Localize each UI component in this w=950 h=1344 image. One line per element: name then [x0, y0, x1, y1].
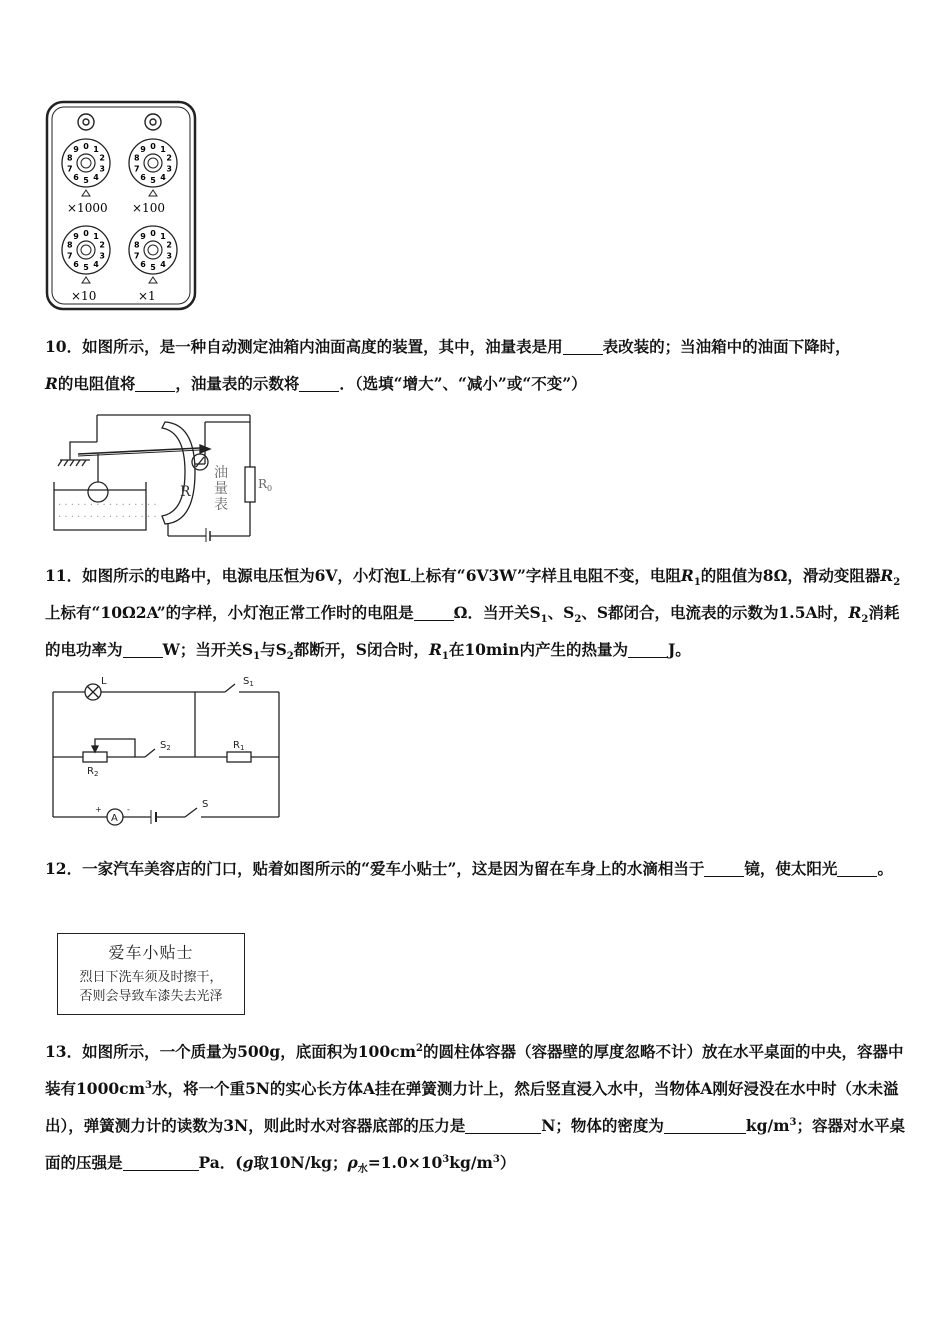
dial-digit: 7 [134, 164, 140, 174]
dial-digit: 2 [166, 240, 172, 250]
q13-blank-3[interactable] [123, 1154, 199, 1171]
oil-r-label: R [180, 484, 191, 500]
circuit-plus-label: + [95, 805, 102, 814]
dial-digit: 1 [160, 145, 166, 155]
circuit-ammeter-label: A [111, 813, 118, 824]
dial-digit: 5 [83, 263, 89, 272]
dial-digit: 8 [134, 240, 140, 250]
dial-knob-center [81, 158, 91, 168]
oil-gauge-figure [50, 412, 280, 542]
q10-number: 10． [45, 337, 83, 356]
dial-label-1: ×1 [138, 289, 156, 303]
dial-digit: 8 [134, 153, 140, 163]
dial-digit: 3 [166, 164, 172, 174]
tip-line-2: 否则会导致车漆失去光泽 [79, 989, 223, 1004]
dial-digit: 6 [73, 172, 79, 182]
dial-knob [144, 154, 162, 172]
dial-digit: 7 [67, 251, 73, 261]
circuit-s2-label: $S_2$ [160, 740, 171, 752]
question-13: 13．如图所示，一个质量为500g，底面积为$100cm^2$的圆柱体容器（容器壁的厚度忽略不计）放在水平桌面的中央，容器中装有$1000cm^3$水，将一个重5N的实心长方体A挂在弹簧测力计上，然后竖直浸入水中，当物体A刚好浸没在水中时（水未溢出），弹簧测力计的读数为3N，则此时水对容器底部的压力是 N；物体的密度为 $kg/m^3$；容器对水平桌面的压强是 Pa．(g取10N/kg；$\rho_水=1.0\times 10^3kg/m^3$） [45, 1042, 906, 1176]
dial-knob-center [81, 245, 91, 255]
dial-digit: 9 [140, 145, 146, 155]
dial-digit: 4 [93, 259, 99, 269]
circuit-figure [45, 672, 290, 832]
q13-blank-1[interactable] [465, 1117, 541, 1134]
dial-digit: 4 [93, 172, 99, 182]
dial-digit: 9 [73, 232, 79, 242]
dial-digit: 7 [67, 164, 73, 174]
dial-digit: 6 [140, 172, 146, 182]
dial-knob-center [148, 158, 158, 168]
q10-blank-2[interactable] [135, 375, 175, 392]
dial-digit: 2 [99, 240, 105, 250]
tip-title: 爱车小贴士 [108, 943, 194, 962]
dial-digit: 9 [140, 232, 146, 242]
car-tip-box [57, 933, 245, 1015]
dial-label-100: ×100 [132, 201, 165, 215]
dial-digit: 5 [150, 176, 156, 185]
q10-blank-1[interactable] [563, 338, 603, 355]
dial-digit: 3 [166, 251, 172, 261]
question-12: 12．一家汽车美容店的门口，贴着如图所示的“爱车小贴士”，这是因为留在车身上的水滴相当于 镜，使太阳光 。 [45, 859, 893, 878]
dial-digit: 1 [93, 232, 99, 242]
dial-digit: 0 [150, 142, 156, 151]
dial-digit: 0 [150, 229, 156, 238]
svg-text:· · · · · · · · · · · · · · ·: · · · · · · · · · · · · · · · · [58, 512, 157, 523]
circuit-r2-label: $R_2$ [87, 766, 99, 778]
q12-blank-1[interactable] [704, 860, 744, 877]
dial-digit: 0 [83, 229, 89, 238]
dial-digit: 0 [83, 142, 89, 151]
oil-meter-label-1: 油 [214, 465, 228, 481]
circuit-switch-s-label: S [202, 799, 209, 810]
resistance-box-figure [44, 100, 198, 312]
q13-blank-2[interactable] [664, 1117, 740, 1134]
question-10: 10．如图所示，是一种自动测定油箱内油面高度的装置，其中，油量表是用 表改装的；当油箱中的油面下降时， R的电阻值将 ，油量表的示数将 ．（选填“增大”、“减小”或“不变”） [45, 337, 851, 393]
q11-blank-1[interactable] [414, 604, 454, 621]
svg-text:· · · · · · · · · · · · · · ·: · · · · · · · · · · · · · · · · [58, 500, 157, 511]
dial-digit: 5 [150, 263, 156, 272]
circuit-lamp-label: L [101, 676, 107, 687]
q11-blank-3[interactable] [628, 641, 668, 658]
dial-digit: 1 [93, 145, 99, 155]
dial-pointer-icon [82, 277, 90, 283]
circuit-r1-label: $R_1$ [233, 740, 245, 752]
dial-digit: 2 [99, 153, 105, 163]
dial-knob [77, 241, 95, 259]
oil-meter-label-2: 量 [214, 481, 228, 497]
q12-blank-2[interactable] [837, 860, 877, 877]
dial-knob-center [148, 245, 158, 255]
dial-digit: 7 [134, 251, 140, 261]
dial-digit: 4 [160, 259, 166, 269]
circuit-s1-label: $S_1$ [243, 676, 254, 688]
dial-digit: 9 [73, 145, 79, 155]
oil-meter-label-3: 表 [214, 497, 228, 513]
oil-r0-label: $R_0$ [258, 477, 273, 493]
dial-digit: 8 [67, 240, 73, 250]
dial-digit: 1 [160, 232, 166, 242]
tip-line-1: 烈日下洗车须及时擦干， [79, 970, 223, 985]
dial-digit: 2 [166, 153, 172, 163]
dial-pointer-icon [149, 190, 157, 196]
dial-pointer-icon [149, 277, 157, 283]
dial-digit: 3 [99, 251, 105, 261]
dial-digit: 5 [83, 176, 89, 185]
dial-label-10: ×10 [71, 289, 97, 303]
dial-knob [144, 241, 162, 259]
dial-digit: 6 [73, 259, 79, 269]
question-11: 11．如图所示的电路中，电源电压恒为6V，小灯泡L上标有“6V3W”字样且电阻不变，电阻$R_1$的阻值为8Ω，滑动变阻器$R_2$上标有“10Ω2A”的字样，小灯泡正常工作时的电阻是 Ω．当开关$S_1$、$S_2$、S都闭合，电流表的示数为1.5A时，$R_2$消耗的电功率为 W；当开关$S_1$与$S_2$都断开，S闭合时，$R_1$在10min内产生的热量为 J。 [45, 566, 901, 663]
q10-blank-3[interactable] [299, 375, 339, 392]
q11-blank-2[interactable] [123, 641, 163, 658]
dial-digit: 8 [67, 153, 73, 163]
dial-knob [77, 154, 95, 172]
circuit-minus-label: - [127, 805, 130, 814]
dial-digit: 4 [160, 172, 166, 182]
dial-digit: 3 [99, 164, 105, 174]
dial-pointer-icon [82, 190, 90, 196]
dial-digit: 6 [140, 259, 146, 269]
dial-label-1000: ×1000 [67, 201, 108, 215]
